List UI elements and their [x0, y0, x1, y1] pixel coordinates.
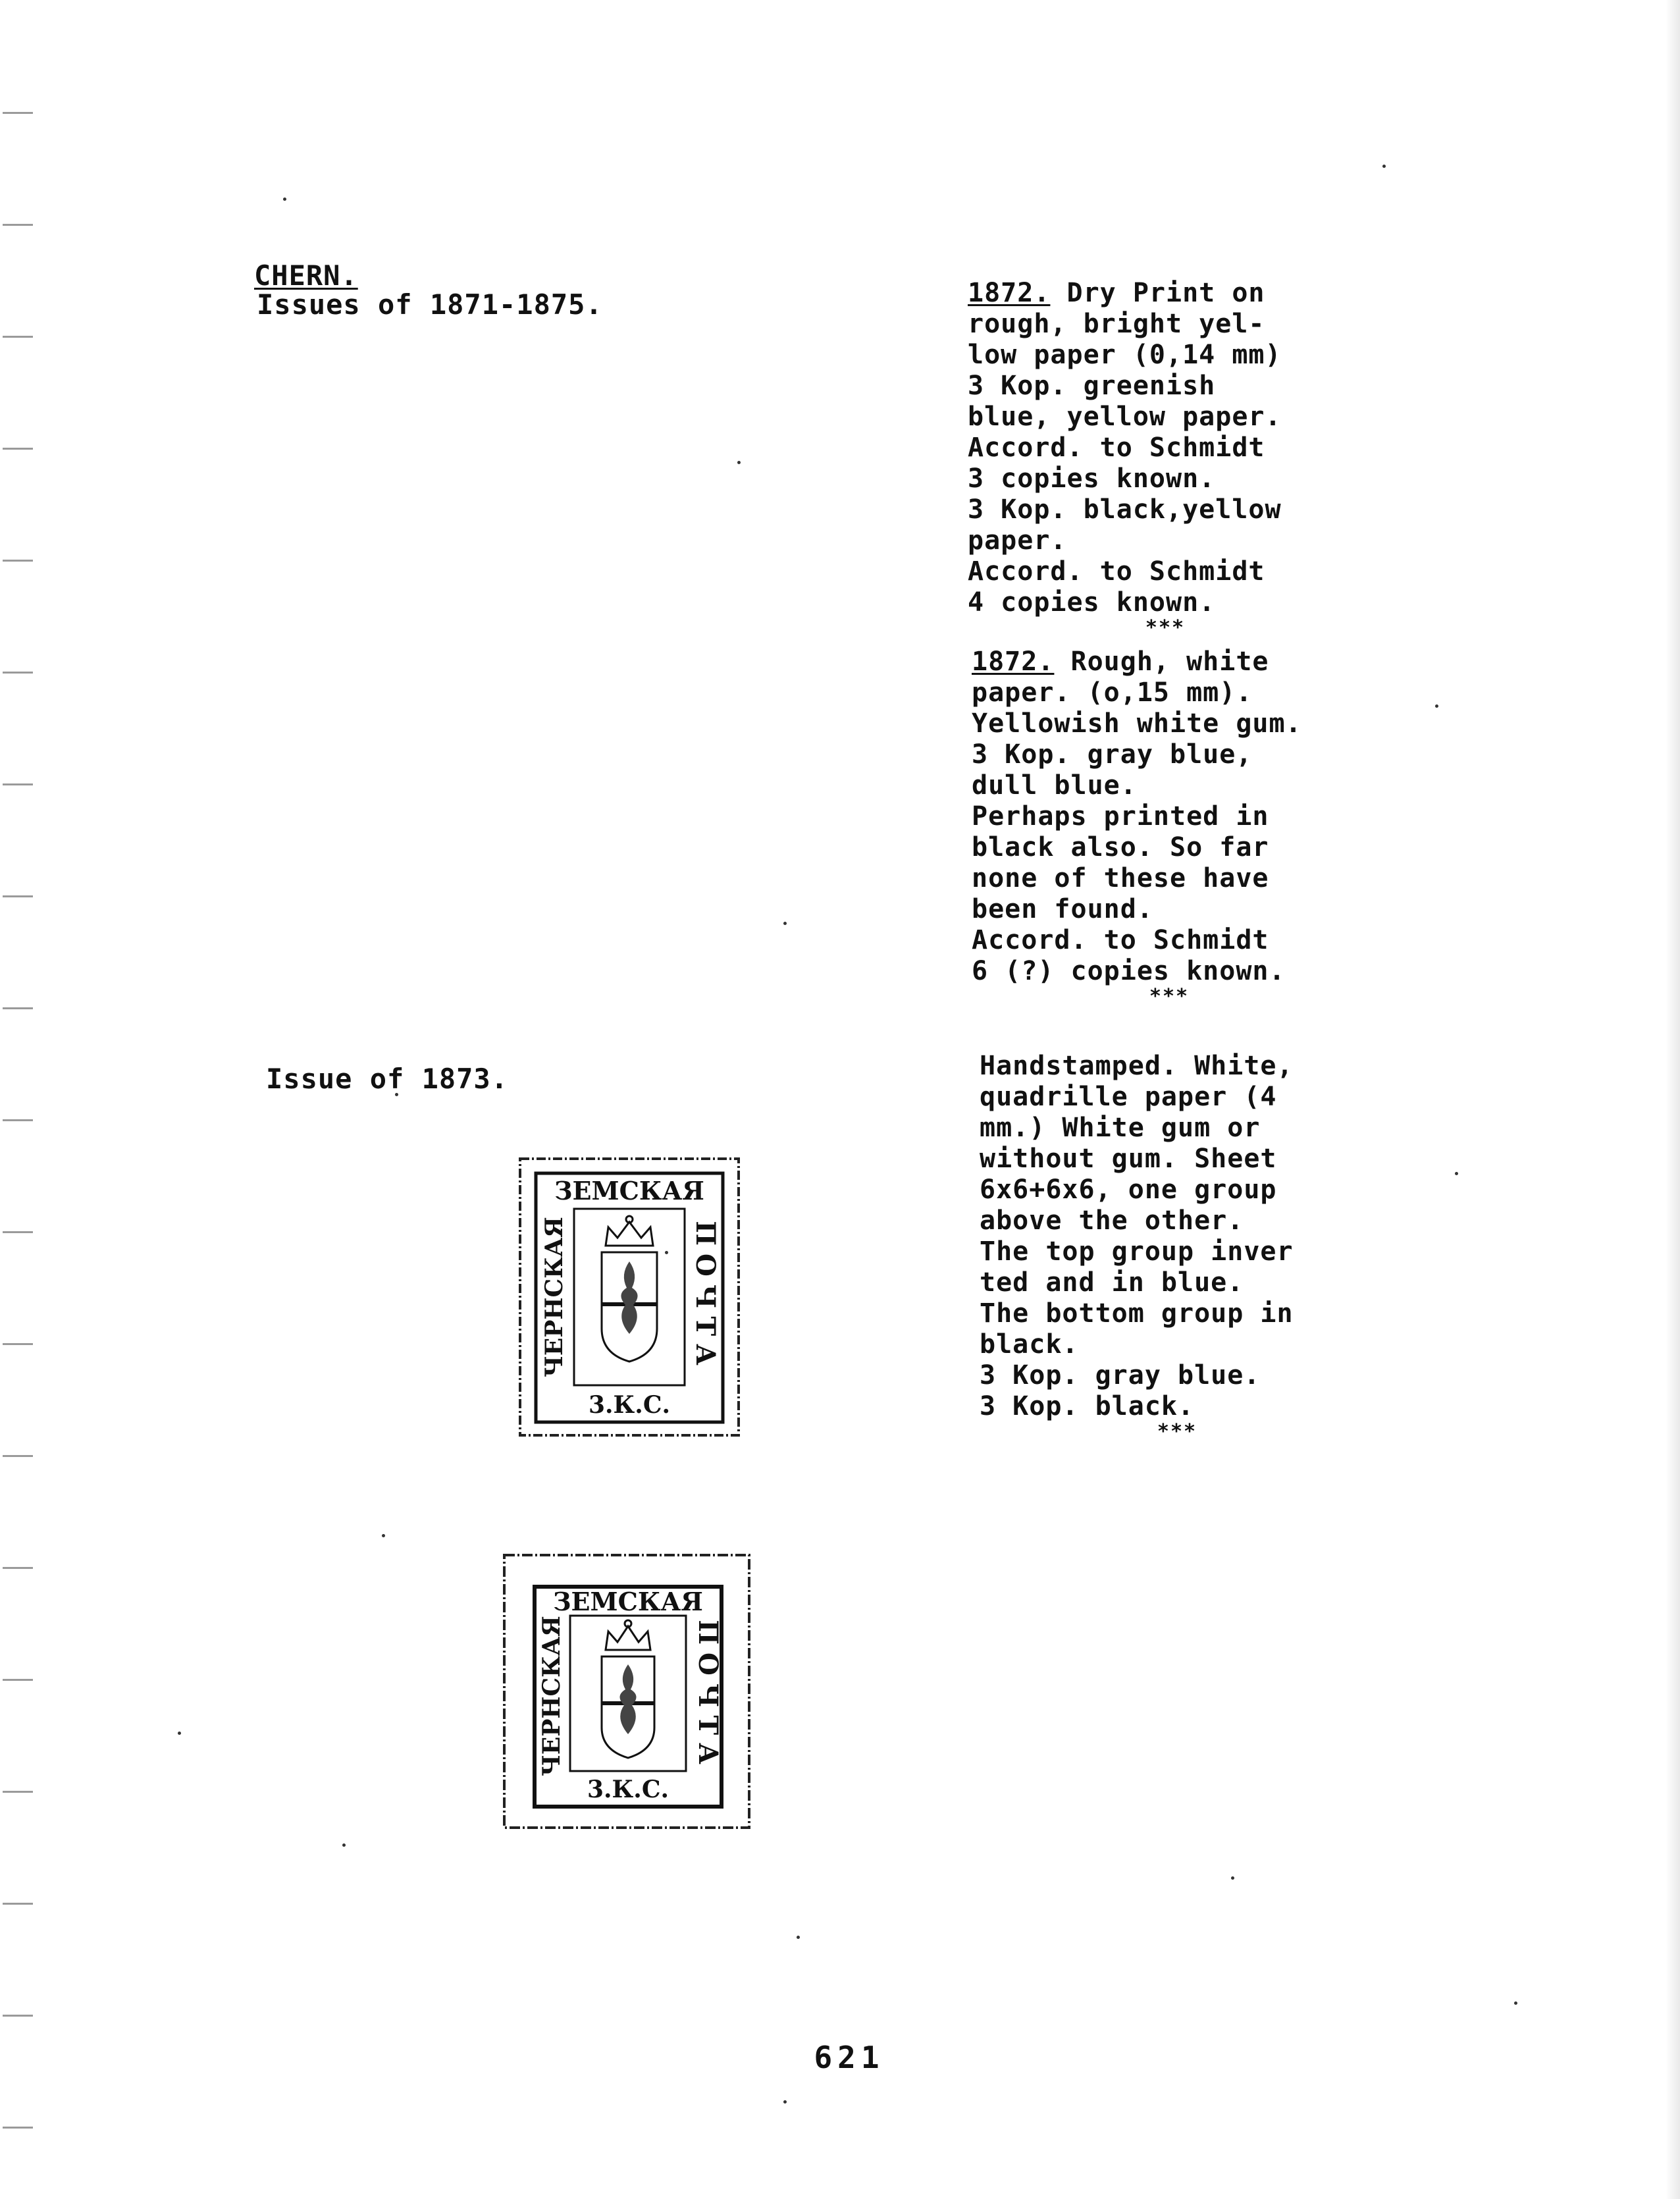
- stamp-top-label: ЗЕМСКАЯ: [553, 1587, 703, 1616]
- issue-block-1872-rough-white: [972, 647, 1340, 1007]
- section-title: [254, 261, 358, 291]
- block-year: 1872.: [972, 647, 1055, 677]
- stamp-bottom-label: 3.К.С.: [587, 1776, 669, 1803]
- block-line: 1872. Dry Print on: [968, 278, 1265, 308]
- stamp-top-label: ЗЕМСКАЯ: [554, 1176, 704, 1205]
- block-line: 3 Kop. gray blue,: [972, 739, 1253, 770]
- block-line: Handstamped. White,: [980, 1051, 1294, 1081]
- block-line: 4 copies known.: [968, 587, 1216, 618]
- block-line: black.: [980, 1329, 1079, 1360]
- block-line: without gum. Sheet: [980, 1144, 1277, 1174]
- section-separator: ***: [1149, 985, 1190, 1008]
- block-line: above the other.: [980, 1205, 1244, 1236]
- stamp-image-bottom: [502, 1552, 752, 1830]
- block-line: Accord. to Schmidt: [972, 925, 1269, 955]
- block-line: 3 Kop. black.: [980, 1391, 1195, 1421]
- block-line: paper. (o,15 mm).: [972, 677, 1253, 708]
- block-line: Yellowish white gum.: [972, 708, 1302, 739]
- block-line: The top group inver: [980, 1236, 1294, 1267]
- stamp-right-label: ПОЧТА: [690, 1221, 721, 1373]
- block-line: low paper (0,14 mm): [968, 340, 1282, 370]
- block-line: none of these have: [972, 863, 1269, 893]
- block-line: quadrille paper (4: [980, 1082, 1277, 1112]
- crown-icon: [606, 1216, 653, 1246]
- coat-of-arms-shield-icon: [602, 1252, 657, 1362]
- issue-block-1873-handstamped: [980, 1051, 1348, 1442]
- block-year: 1872.: [968, 278, 1051, 308]
- block-line: been found.: [972, 894, 1153, 924]
- stamp-left-label: ЧЕРНСКАЯ: [540, 1217, 568, 1377]
- block-line: 6 (?) copies known.: [972, 956, 1286, 986]
- block-line: mm.) White gum or: [980, 1113, 1261, 1143]
- block-line: Accord. to Schmidt: [968, 433, 1265, 463]
- stamp-left-label: ЧЕРНСКАЯ: [538, 1616, 565, 1776]
- block-line: 3 Kop. greenish: [968, 371, 1216, 401]
- block-line: paper.: [968, 525, 1067, 556]
- block-line: dull blue.: [972, 770, 1137, 801]
- block-line: ted and in blue.: [980, 1267, 1244, 1298]
- block-line: rough, bright yel-: [968, 309, 1265, 339]
- crown-icon: [606, 1620, 650, 1650]
- stamp-bottom-label: 3.К.С.: [588, 1391, 671, 1419]
- block-line: 1872. Rough, white: [972, 647, 1269, 677]
- block-line: 6x6+6x6, one group: [980, 1175, 1277, 1205]
- section-separator: ***: [1157, 1420, 1197, 1443]
- block-line: 3 copies known.: [968, 464, 1216, 494]
- page-right-edge-shadow: [1666, 0, 1680, 2199]
- issue-block-1872-dry-print: [968, 278, 1336, 638]
- block-line: Perhaps printed in: [972, 801, 1269, 832]
- block-line: Accord. to Schmidt: [968, 556, 1265, 587]
- stamp-image-top: [517, 1156, 741, 1438]
- stamp-right-label: ПОЧТА: [693, 1620, 723, 1772]
- page-number: 621: [814, 2040, 885, 2075]
- block-line: The bottom group in: [980, 1298, 1294, 1329]
- block-line: 3 Kop. black,yellow: [968, 494, 1282, 525]
- block-line: blue, yellow paper.: [968, 402, 1282, 432]
- section-title-text: CHERN.: [254, 259, 358, 292]
- block-line: black also. So far: [972, 832, 1269, 862]
- block-line: 3 Kop. gray blue.: [980, 1360, 1261, 1391]
- issue-1873-heading: Issue of 1873.: [266, 1063, 509, 1095]
- coat-of-arms-shield-icon: [602, 1656, 654, 1758]
- issues-subtitle: Issues of 1871-1875.: [257, 288, 603, 321]
- section-separator: ***: [1145, 616, 1186, 639]
